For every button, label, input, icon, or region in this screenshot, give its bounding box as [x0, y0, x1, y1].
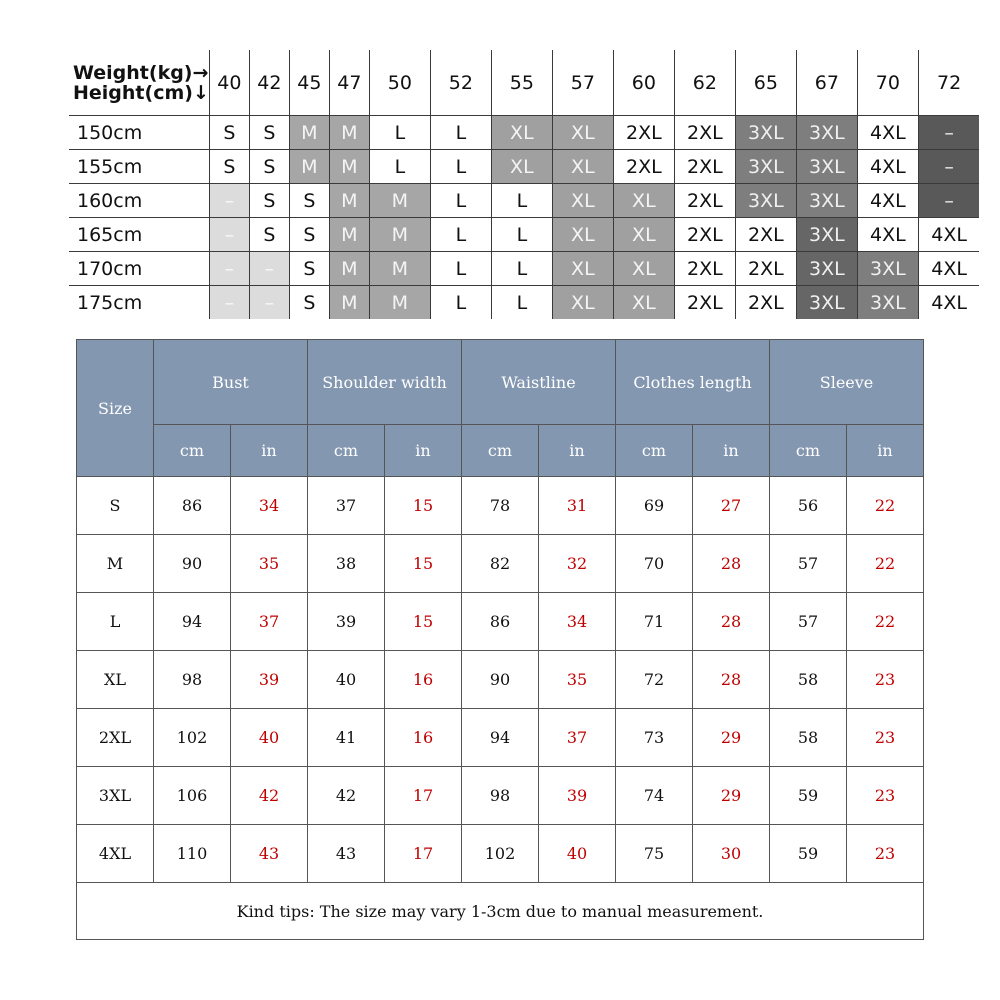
size-cell: S — [289, 252, 329, 286]
value-cm: 74 — [616, 767, 693, 825]
weight-header-cell: 60 — [613, 50, 674, 116]
table-row — [69, 184, 979, 218]
size-cell: M — [289, 150, 329, 184]
value-cm: 57 — [770, 593, 847, 651]
size-cell: 2XL — [613, 150, 674, 184]
unit-header: in — [539, 425, 616, 477]
value-in: 23 — [847, 825, 924, 883]
size-label: 3XL — [77, 767, 154, 825]
value-cm: 102 — [154, 709, 231, 767]
measurement-group-header: Shoulder width — [308, 340, 462, 425]
size-cell: L — [430, 218, 491, 252]
size-cell: 2XL — [735, 218, 796, 252]
size-cell: S — [289, 286, 329, 320]
value-cm: 42 — [308, 767, 385, 825]
size-cell: XL — [552, 286, 613, 320]
measurement-table — [76, 339, 924, 940]
weight-header-cell: 67 — [796, 50, 857, 116]
measurement-group-header: Clothes length — [616, 340, 770, 425]
value-in: 40 — [231, 709, 308, 767]
size-cell: XL — [552, 116, 613, 150]
weight-header-cell: 70 — [857, 50, 918, 116]
size-cell: M — [369, 252, 430, 286]
table-row — [77, 651, 924, 709]
measurement-group-header: Bust — [154, 340, 308, 425]
table-row — [69, 116, 979, 150]
value-in: 17 — [385, 825, 462, 883]
size-cell: S — [249, 218, 289, 252]
unit-header: in — [385, 425, 462, 477]
size-cell: XL — [552, 218, 613, 252]
value-in: 42 — [231, 767, 308, 825]
table-row — [69, 286, 979, 320]
value-in: 15 — [385, 535, 462, 593]
value-in: 27 — [693, 477, 770, 535]
size-cell: L — [491, 252, 552, 286]
value-in: 31 — [539, 477, 616, 535]
weight-header-row — [69, 50, 979, 116]
table-row — [77, 477, 924, 535]
size-cell: – — [209, 286, 249, 320]
value-cm: 110 — [154, 825, 231, 883]
size-cell: 3XL — [735, 150, 796, 184]
unit-header: cm — [616, 425, 693, 477]
value-in: 34 — [539, 593, 616, 651]
size-cell: 2XL — [674, 218, 735, 252]
size-cell: M — [329, 116, 369, 150]
table-row — [69, 218, 979, 252]
size-cell: 3XL — [796, 218, 857, 252]
size-cell: 2XL — [613, 116, 674, 150]
value-in: 40 — [539, 825, 616, 883]
unit-header: in — [231, 425, 308, 477]
weight-header-cell: 55 — [491, 50, 552, 116]
measurement-group-header: Sleeve — [770, 340, 924, 425]
weight-header-cell: 42 — [249, 50, 289, 116]
size-cell: – — [918, 184, 979, 218]
value-in: 15 — [385, 593, 462, 651]
height-label: 170cm — [69, 252, 209, 286]
table-row — [69, 252, 979, 286]
value-cm: 58 — [770, 709, 847, 767]
size-cell: M — [369, 286, 430, 320]
value-in: 15 — [385, 477, 462, 535]
weight-axis-label: Weight(kg)→ — [73, 61, 209, 84]
value-cm: 106 — [154, 767, 231, 825]
size-label: L — [77, 593, 154, 651]
value-in: 22 — [847, 535, 924, 593]
size-label: 4XL — [77, 825, 154, 883]
weight-header-cell: 45 — [289, 50, 329, 116]
value-cm: 59 — [770, 825, 847, 883]
size-cell: L — [491, 184, 552, 218]
size-cell: M — [329, 184, 369, 218]
size-cell: XL — [491, 150, 552, 184]
table-row — [77, 825, 924, 883]
height-label: 165cm — [69, 218, 209, 252]
value-cm: 37 — [308, 477, 385, 535]
table-row — [69, 150, 979, 184]
value-in: 37 — [231, 593, 308, 651]
value-cm: 40 — [308, 651, 385, 709]
size-cell: M — [329, 286, 369, 320]
size-cell: M — [329, 150, 369, 184]
value-cm: 71 — [616, 593, 693, 651]
size-cell: M — [329, 252, 369, 286]
size-cell: 3XL — [796, 252, 857, 286]
weight-header-cell: 52 — [430, 50, 491, 116]
value-in: 23 — [847, 651, 924, 709]
tip-row — [77, 883, 924, 940]
size-cell: 3XL — [796, 184, 857, 218]
value-cm: 73 — [616, 709, 693, 767]
height-label: 150cm — [69, 116, 209, 150]
value-cm: 90 — [462, 651, 539, 709]
size-cell: S — [249, 150, 289, 184]
size-cell: 3XL — [735, 116, 796, 150]
value-cm: 43 — [308, 825, 385, 883]
value-cm: 98 — [462, 767, 539, 825]
size-cell: S — [289, 184, 329, 218]
size-cell: – — [209, 252, 249, 286]
value-in: 16 — [385, 651, 462, 709]
size-cell: 2XL — [735, 252, 796, 286]
size-cell: M — [369, 218, 430, 252]
size-cell: – — [249, 286, 289, 320]
size-cell: 3XL — [857, 286, 918, 320]
size-cell: XL — [552, 252, 613, 286]
size-cell: L — [430, 150, 491, 184]
size-cell: XL — [552, 184, 613, 218]
value-cm: 59 — [770, 767, 847, 825]
size-cell: 4XL — [857, 184, 918, 218]
size-cell: 2XL — [735, 286, 796, 320]
size-cell: L — [430, 252, 491, 286]
size-cell: – — [918, 150, 979, 184]
value-cm: 57 — [770, 535, 847, 593]
size-label: 2XL — [77, 709, 154, 767]
value-in: 43 — [231, 825, 308, 883]
size-cell: L — [369, 150, 430, 184]
value-cm: 41 — [308, 709, 385, 767]
size-label: M — [77, 535, 154, 593]
size-cell: 4XL — [918, 252, 979, 286]
size-cell: S — [249, 184, 289, 218]
size-cell: M — [329, 218, 369, 252]
size-cell: – — [209, 218, 249, 252]
size-label: XL — [77, 651, 154, 709]
size-cell: 2XL — [674, 252, 735, 286]
table-row — [77, 709, 924, 767]
value-cm: 94 — [154, 593, 231, 651]
value-cm: 86 — [154, 477, 231, 535]
measurement-group-header: Waistline — [462, 340, 616, 425]
value-cm: 58 — [770, 651, 847, 709]
value-in: 28 — [693, 535, 770, 593]
weight-header-cell: 47 — [329, 50, 369, 116]
value-in: 22 — [847, 593, 924, 651]
kind-tips-note: Kind tips: The size may vary 1-3cm due to manual measurement. — [77, 883, 924, 940]
unit-header: cm — [462, 425, 539, 477]
height-label: 175cm — [69, 286, 209, 320]
size-cell: 3XL — [735, 184, 796, 218]
value-in: 28 — [693, 593, 770, 651]
weight-header-cell: 57 — [552, 50, 613, 116]
value-cm: 75 — [616, 825, 693, 883]
height-axis-label: Height(cm)↓ — [73, 81, 209, 104]
value-in: 34 — [231, 477, 308, 535]
unit-header: cm — [308, 425, 385, 477]
value-cm: 90 — [154, 535, 231, 593]
value-cm: 82 — [462, 535, 539, 593]
value-cm: 94 — [462, 709, 539, 767]
size-column-header: Size — [77, 340, 154, 477]
size-cell: XL — [613, 286, 674, 320]
size-cell: XL — [613, 252, 674, 286]
size-cell: 3XL — [796, 116, 857, 150]
size-cell: 4XL — [918, 218, 979, 252]
value-in: 23 — [847, 767, 924, 825]
size-cell: 4XL — [857, 218, 918, 252]
size-cell: XL — [613, 184, 674, 218]
unit-header: in — [693, 425, 770, 477]
value-in: 22 — [847, 477, 924, 535]
size-cell: – — [918, 116, 979, 150]
unit-header: in — [847, 425, 924, 477]
size-cell: S — [289, 218, 329, 252]
size-cell: 3XL — [857, 252, 918, 286]
value-cm: 72 — [616, 651, 693, 709]
value-cm: 38 — [308, 535, 385, 593]
size-cell: S — [209, 150, 249, 184]
size-cell: 3XL — [796, 150, 857, 184]
size-cell: M — [369, 184, 430, 218]
height-label: 155cm — [69, 150, 209, 184]
table-row — [77, 535, 924, 593]
weight-header-cell: 72 — [918, 50, 979, 116]
value-cm: 86 — [462, 593, 539, 651]
value-in: 23 — [847, 709, 924, 767]
size-label: S — [77, 477, 154, 535]
value-in: 29 — [693, 709, 770, 767]
table-row — [77, 767, 924, 825]
table-row — [77, 593, 924, 651]
size-cell: M — [289, 116, 329, 150]
size-cell: – — [209, 184, 249, 218]
weight-header-cell: 40 — [209, 50, 249, 116]
value-in: 35 — [231, 535, 308, 593]
size-cell: L — [491, 218, 552, 252]
weight-header-cell: 50 — [369, 50, 430, 116]
weight-height-size-guide — [69, 50, 979, 319]
size-cell: XL — [491, 116, 552, 150]
value-cm: 70 — [616, 535, 693, 593]
size-cell: 4XL — [857, 150, 918, 184]
weight-header-cell: 65 — [735, 50, 796, 116]
value-cm: 98 — [154, 651, 231, 709]
size-cell: 4XL — [857, 116, 918, 150]
value-in: 29 — [693, 767, 770, 825]
size-cell: L — [369, 116, 430, 150]
size-cell: 2XL — [674, 286, 735, 320]
size-cell: XL — [552, 150, 613, 184]
value-cm: 69 — [616, 477, 693, 535]
size-cell: L — [430, 116, 491, 150]
value-cm: 102 — [462, 825, 539, 883]
value-in: 39 — [539, 767, 616, 825]
value-in: 35 — [539, 651, 616, 709]
size-cell: XL — [613, 218, 674, 252]
size-cell: – — [249, 252, 289, 286]
value-cm: 56 — [770, 477, 847, 535]
value-in: 39 — [231, 651, 308, 709]
size-cell: L — [430, 184, 491, 218]
value-in: 37 — [539, 709, 616, 767]
size-cell: 2XL — [674, 116, 735, 150]
value-cm: 39 — [308, 593, 385, 651]
value-in: 16 — [385, 709, 462, 767]
size-cell: 4XL — [918, 286, 979, 320]
size-cell: 2XL — [674, 150, 735, 184]
weight-header-cell: 62 — [674, 50, 735, 116]
size-cell: 3XL — [796, 286, 857, 320]
corner-label — [69, 50, 209, 116]
size-cell: S — [249, 116, 289, 150]
size-cell: L — [430, 286, 491, 320]
unit-header: cm — [770, 425, 847, 477]
size-cell: S — [209, 116, 249, 150]
value-in: 28 — [693, 651, 770, 709]
value-cm: 78 — [462, 477, 539, 535]
size-cell: 2XL — [674, 184, 735, 218]
value-in: 17 — [385, 767, 462, 825]
value-in: 32 — [539, 535, 616, 593]
size-cell: L — [491, 286, 552, 320]
height-label: 160cm — [69, 184, 209, 218]
unit-header: cm — [154, 425, 231, 477]
value-in: 30 — [693, 825, 770, 883]
